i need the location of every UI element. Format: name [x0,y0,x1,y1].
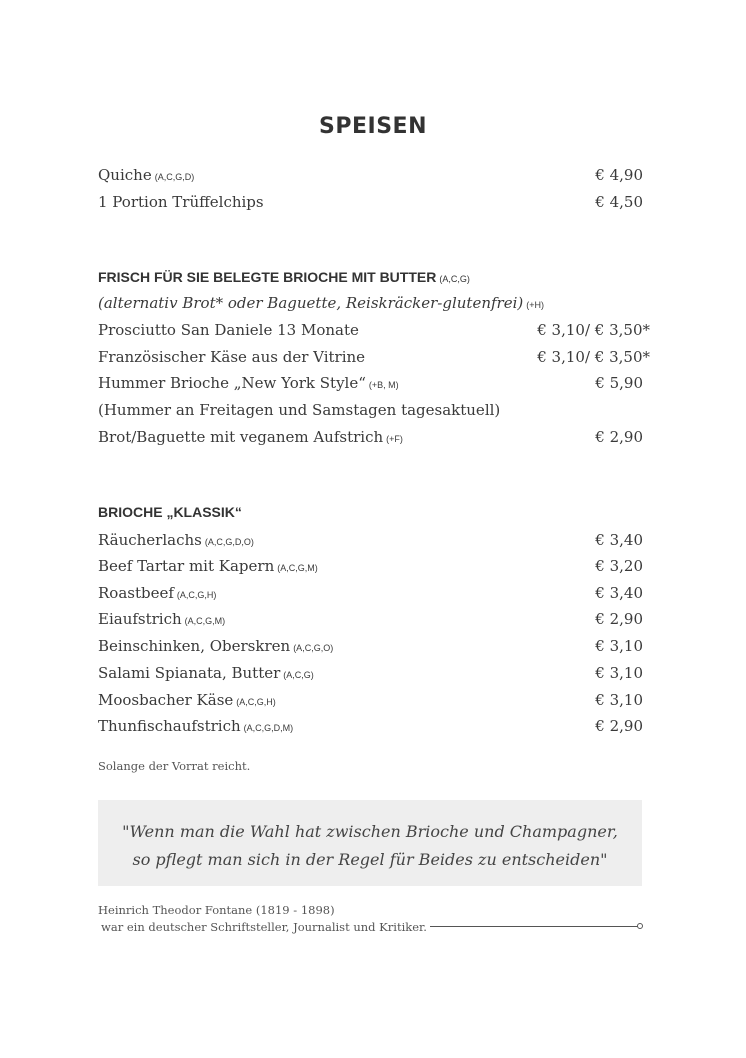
menu-item [98,527,643,553]
item-price: € 3,10 [595,691,643,709]
page-title: SPEISEN [319,114,427,139]
decorative-divider [430,926,638,927]
section-heading-brioche-butter: FRISCH FÜR SIE BELEGTE BRIOCHE MIT BUTTER (A,C,G) [98,269,470,285]
item-name: Thunfischaufstrich (A,C,G,D,M) [98,717,294,735]
item-allergens: (A,C,G) [283,670,314,680]
item-name: Beef Tartar mit Kapern (A,C,G,M) [98,557,318,575]
quote-line: "Wenn man die Wahl hat zwischen Brioche und Champagner, [122,822,618,841]
item-name: Prosciutto San Daniele 13 Monate [98,321,359,339]
item-allergens: (A,C,G,H) [236,697,276,707]
author-name: Heinrich Theodor Fontane (1819 - 1898) [98,903,335,917]
section-heading-brioche-klassik: BRIOCHE „KLASSIK“ [98,504,242,520]
menu-item [98,189,643,215]
item-price: € 3,10/ € 3,50* [537,321,650,339]
item-name: Eiaufstrich (A,C,G,M) [98,610,226,628]
menu-item [98,713,643,739]
author-description: war ein deutscher Schriftsteller, Journalist und Kritiker. [101,920,427,934]
item-name: Roastbeef (A,C,G,H) [98,584,217,602]
menu-item [98,606,643,632]
item-name: Beinschinken, Oberskren (A,C,G,O) [98,637,334,655]
item-price: € 4,50 [595,193,643,211]
menu-item [98,580,643,606]
item-allergens: (A,C,G,D,O) [204,537,254,547]
heading-allergens: (A,C,G) [439,274,470,284]
item-name: (Hummer an Freitagen und Samstagen tagesaktuell) [98,401,501,419]
menu-item [98,317,650,343]
item-price: € 3,10/ € 3,50* [537,348,650,366]
item-allergens: (A,C,G,M) [184,616,226,626]
menu-item [98,344,650,370]
item-name: 1 Portion Trüffelchips [98,193,264,211]
item-price: € 2,90 [595,428,643,446]
item-name: Brot/Baguette mit veganem Aufstrich (+F) [98,428,403,446]
item-allergens: (+F) [386,434,403,444]
item-allergens: (A,C,G,O) [293,643,334,653]
item-price: € 4,90 [595,166,643,184]
item-name: Moosbacher Käse (A,C,G,H) [98,691,276,709]
menu-item [98,687,643,713]
item-price: € 5,90 [595,374,643,392]
availability-note: Solange der Vorrat reicht. [98,759,251,773]
menu-item [98,162,643,188]
item-price: € 2,90 [595,610,643,628]
item-name: Hummer Brioche „New York Style“ (+B, M) [98,374,399,392]
item-allergens: (+B, M) [368,380,399,390]
section-subtitle [98,290,643,316]
item-allergens: (A,C,G,M) [277,563,318,573]
item-allergens: (A,C,G,D,M) [243,723,294,733]
item-name: Französischer Käse aus der Vitrine [98,348,366,366]
item-price: € 3,40 [595,531,643,549]
item-price: € 3,40 [595,584,643,602]
item-name: Räucherlachs (A,C,G,D,O) [98,531,254,549]
subtitle-text: (alternativ Brot* oder Baguette, Reiskräcker-glutenfrei) [98,294,524,312]
quote-box [98,800,642,886]
quote-author [98,902,427,936]
menu-item [98,370,643,396]
item-price: € 3,20 [595,557,643,575]
quote-line: so pflegt man sich in der Regel für Beides zu entscheiden" [132,850,608,869]
item-price: € 2,90 [595,717,643,735]
menu-item-note [98,397,643,423]
divider-dot [637,923,643,929]
menu-item [98,424,643,450]
subtitle-allergens: (+H) [526,300,544,310]
menu-item [98,660,643,686]
item-price: € 3,10 [595,664,643,682]
menu-item [98,553,643,579]
item-name: Quiche (A,C,G,D) [98,166,195,184]
item-price: € 3,10 [595,637,643,655]
item-allergens: (A,C,G,H) [176,590,217,600]
item-allergens: (A,C,G,D) [154,172,195,182]
menu-item [98,633,643,659]
item-name: Salami Spianata, Butter (A,C,G) [98,664,314,682]
